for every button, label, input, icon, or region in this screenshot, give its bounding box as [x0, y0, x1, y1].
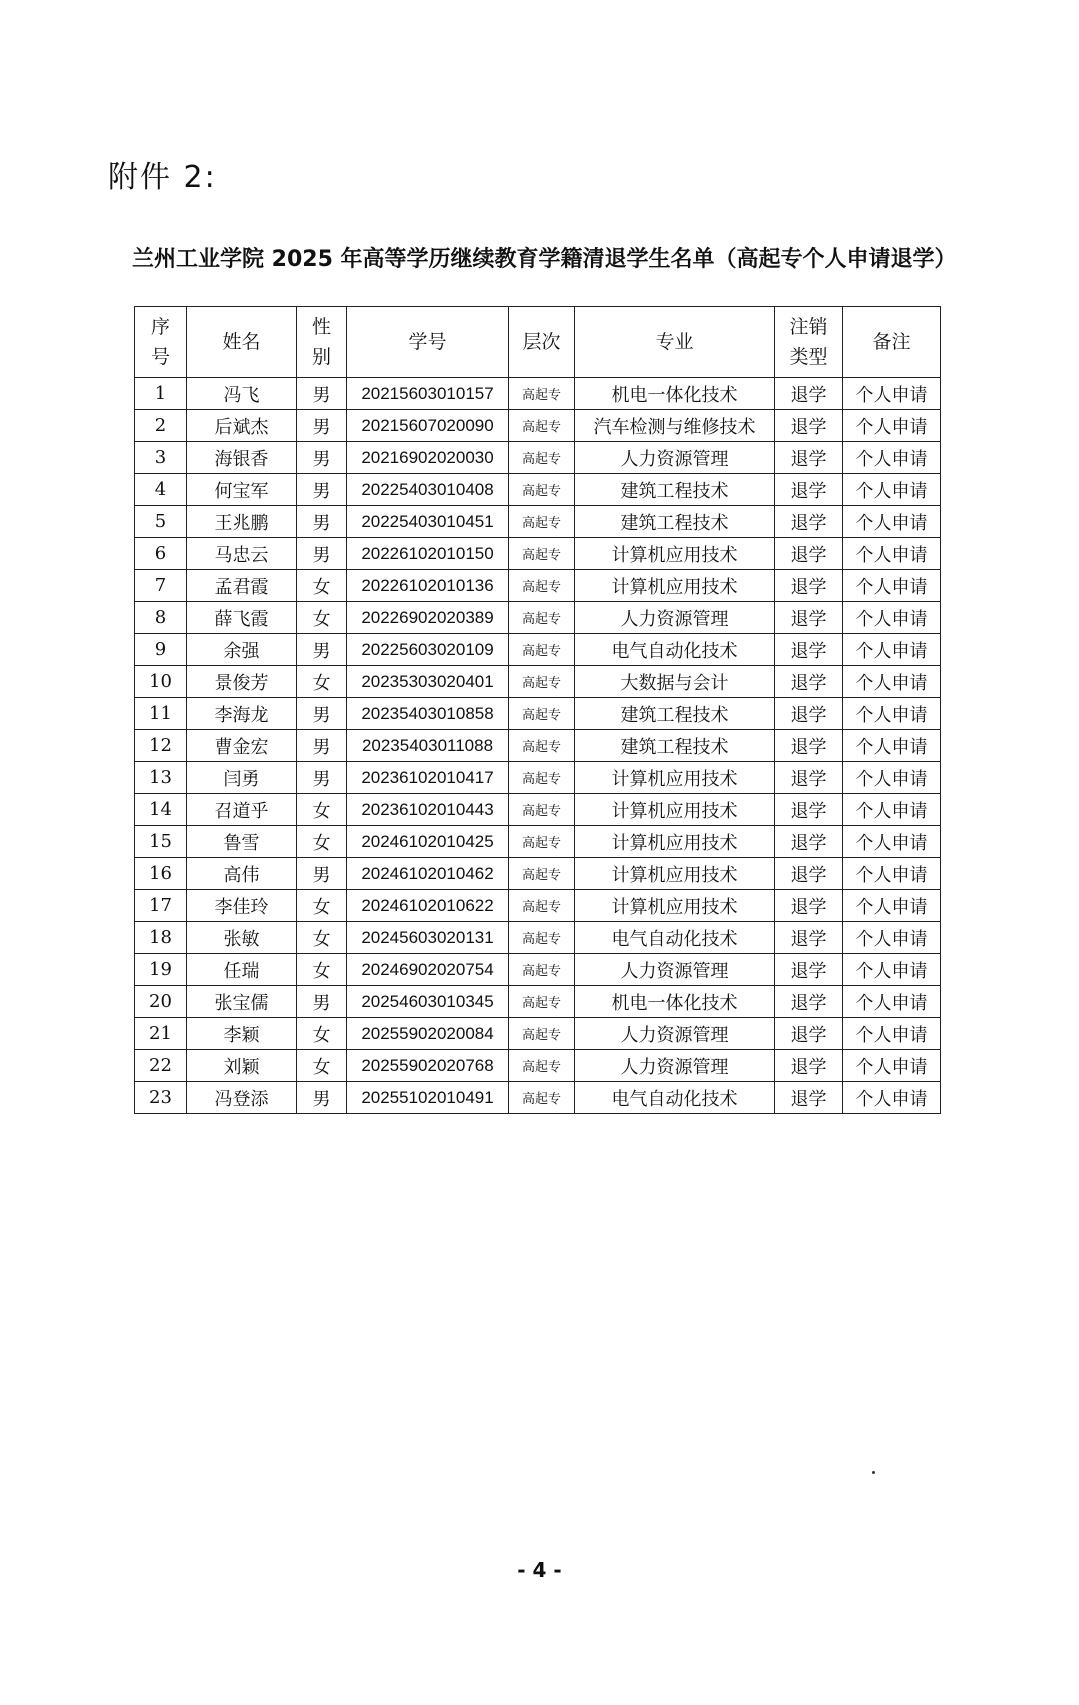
table-row: [135, 858, 941, 890]
header-gender: 性 别: [297, 307, 347, 378]
cell-gender: 男: [297, 698, 347, 730]
cell-student-id: 20215607020090: [347, 410, 509, 442]
cell-level: 高起专: [509, 794, 575, 826]
cell-index: 12: [135, 730, 187, 762]
cell-major: 计算机应用技术: [575, 762, 775, 794]
table-row: [135, 730, 941, 762]
cell-cancel-type: 退学: [775, 858, 843, 890]
cell-major: 电气自动化技术: [575, 922, 775, 954]
cell-gender: 男: [297, 986, 347, 1018]
cell-cancel-type: 退学: [775, 634, 843, 666]
cell-cancel-type: 退学: [775, 538, 843, 570]
cell-major: 计算机应用技术: [575, 794, 775, 826]
cell-gender: 男: [297, 858, 347, 890]
table-row: [135, 954, 941, 986]
cell-cancel-type: 退学: [775, 890, 843, 922]
cell-major: 建筑工程技术: [575, 698, 775, 730]
student-roster-table: [134, 306, 941, 1114]
cell-gender: 女: [297, 570, 347, 602]
cell-level: 高起专: [509, 602, 575, 634]
table-row: [135, 666, 941, 698]
cell-remark: 个人申请: [843, 762, 941, 794]
cell-index: 11: [135, 698, 187, 730]
cell-cancel-type: 退学: [775, 378, 843, 410]
cell-cancel-type: 退学: [775, 986, 843, 1018]
cell-cancel-type: 退学: [775, 730, 843, 762]
cell-level: 高起专: [509, 410, 575, 442]
cell-index: 5: [135, 506, 187, 538]
cell-gender: 女: [297, 666, 347, 698]
header-student-id: 学号: [347, 307, 509, 378]
cell-remark: 个人申请: [843, 794, 941, 826]
cell-level: 高起专: [509, 698, 575, 730]
cell-remark: 个人申请: [843, 954, 941, 986]
cell-major: 计算机应用技术: [575, 890, 775, 922]
cell-major: 机电一体化技术: [575, 986, 775, 1018]
header-level: 层次: [509, 307, 575, 378]
cell-gender: 男: [297, 538, 347, 570]
cell-major: 人力资源管理: [575, 1050, 775, 1082]
cell-index: 14: [135, 794, 187, 826]
cell-level: 高起专: [509, 538, 575, 570]
cell-remark: 个人申请: [843, 378, 941, 410]
cell-gender: 男: [297, 762, 347, 794]
cell-level: 高起专: [509, 570, 575, 602]
cell-major: 人力资源管理: [575, 1018, 775, 1050]
cell-level: 高起专: [509, 986, 575, 1018]
cell-index: 4: [135, 474, 187, 506]
table-row: [135, 826, 941, 858]
cell-index: 17: [135, 890, 187, 922]
table-row: [135, 474, 941, 506]
cell-index: 2: [135, 410, 187, 442]
cell-remark: 个人申请: [843, 634, 941, 666]
cell-cancel-type: 退学: [775, 506, 843, 538]
cell-student-id: 20236102010417: [347, 762, 509, 794]
cell-remark: 个人申请: [843, 890, 941, 922]
cell-major: 汽车检测与维修技术: [575, 410, 775, 442]
cell-major: 计算机应用技术: [575, 858, 775, 890]
cell-cancel-type: 退学: [775, 666, 843, 698]
cell-cancel-type: 退学: [775, 922, 843, 954]
cell-index: 7: [135, 570, 187, 602]
table-row: [135, 986, 941, 1018]
cell-index: 19: [135, 954, 187, 986]
cell-student-id: 20246102010425: [347, 826, 509, 858]
table-row: [135, 410, 941, 442]
attachment-label: 附件 2:: [108, 160, 217, 195]
cell-student-id: 20225603020109: [347, 634, 509, 666]
table-row: [135, 890, 941, 922]
cell-level: 高起专: [509, 730, 575, 762]
cell-level: 高起专: [509, 506, 575, 538]
cell-index: 15: [135, 826, 187, 858]
cell-student-id: 20225403010408: [347, 474, 509, 506]
cell-major: 建筑工程技术: [575, 474, 775, 506]
cell-gender: 女: [297, 1018, 347, 1050]
cell-index: 9: [135, 634, 187, 666]
cell-index: 1: [135, 378, 187, 410]
cell-name: 李佳玲: [187, 890, 297, 922]
header-remark: 备注: [843, 307, 941, 378]
cell-remark: 个人申请: [843, 1050, 941, 1082]
cell-level: 高起专: [509, 762, 575, 794]
table-row: [135, 922, 941, 954]
cell-cancel-type: 退学: [775, 442, 843, 474]
table-row: [135, 506, 941, 538]
cell-cancel-type: 退学: [775, 794, 843, 826]
cell-level: 高起专: [509, 1050, 575, 1082]
cell-cancel-type: 退学: [775, 762, 843, 794]
cell-index: 23: [135, 1082, 187, 1114]
cell-gender: 女: [297, 794, 347, 826]
cell-student-id: 20225403010451: [347, 506, 509, 538]
cell-student-id: 20254603010345: [347, 986, 509, 1018]
cell-index: 13: [135, 762, 187, 794]
cell-level: 高起专: [509, 1082, 575, 1114]
cell-cancel-type: 退学: [775, 698, 843, 730]
cell-cancel-type: 退学: [775, 410, 843, 442]
cell-student-id: 20246902020754: [347, 954, 509, 986]
cell-gender: 女: [297, 1050, 347, 1082]
cell-level: 高起专: [509, 634, 575, 666]
table-row: [135, 538, 941, 570]
cell-remark: 个人申请: [843, 1018, 941, 1050]
cell-index: 18: [135, 922, 187, 954]
header-index: 序 号: [135, 307, 187, 378]
cell-student-id: 20245603020131: [347, 922, 509, 954]
cell-gender: 女: [297, 922, 347, 954]
cell-cancel-type: 退学: [775, 826, 843, 858]
table-row: [135, 442, 941, 474]
cell-cancel-type: 退学: [775, 602, 843, 634]
cell-name: 何宝军: [187, 474, 297, 506]
cell-level: 高起专: [509, 826, 575, 858]
cell-remark: 个人申请: [843, 922, 941, 954]
cell-cancel-type: 退学: [775, 570, 843, 602]
cell-cancel-type: 退学: [775, 474, 843, 506]
header-major: 专业: [575, 307, 775, 378]
cell-student-id: 20226102010136: [347, 570, 509, 602]
cell-student-id: 20226102010150: [347, 538, 509, 570]
table-row: [135, 602, 941, 634]
cell-major: 建筑工程技术: [575, 730, 775, 762]
cell-remark: 个人申请: [843, 1082, 941, 1114]
cell-name: 余强: [187, 634, 297, 666]
cell-remark: 个人申请: [843, 538, 941, 570]
cell-major: 电气自动化技术: [575, 1082, 775, 1114]
cell-level: 高起专: [509, 474, 575, 506]
table-row: [135, 378, 941, 410]
cell-cancel-type: 退学: [775, 1018, 843, 1050]
table-row: [135, 1050, 941, 1082]
cell-student-id: 20246102010462: [347, 858, 509, 890]
cell-gender: 男: [297, 730, 347, 762]
cell-name: 任瑞: [187, 954, 297, 986]
cell-level: 高起专: [509, 1018, 575, 1050]
cell-gender: 男: [297, 410, 347, 442]
table-row: [135, 794, 941, 826]
cell-student-id: 20235403011088: [347, 730, 509, 762]
cell-remark: 个人申请: [843, 602, 941, 634]
cell-remark: 个人申请: [843, 570, 941, 602]
cell-name: 鲁雪: [187, 826, 297, 858]
cell-name: 高伟: [187, 858, 297, 890]
cell-name: 召道乎: [187, 794, 297, 826]
cell-level: 高起专: [509, 922, 575, 954]
cell-gender: 男: [297, 442, 347, 474]
cell-remark: 个人申请: [843, 442, 941, 474]
cell-major: 计算机应用技术: [575, 538, 775, 570]
cell-index: 16: [135, 858, 187, 890]
cell-gender: 男: [297, 634, 347, 666]
cell-remark: 个人申请: [843, 858, 941, 890]
cell-index: 6: [135, 538, 187, 570]
cell-gender: 女: [297, 890, 347, 922]
cell-name: 李海龙: [187, 698, 297, 730]
cell-name: 薛飞霞: [187, 602, 297, 634]
table-row: [135, 1082, 941, 1114]
cell-name: 张敏: [187, 922, 297, 954]
cell-name: 闫勇: [187, 762, 297, 794]
cell-name: 孟君霞: [187, 570, 297, 602]
cell-remark: 个人申请: [843, 730, 941, 762]
cell-name: 冯登添: [187, 1082, 297, 1114]
scan-speck: [872, 1471, 875, 1474]
cell-gender: 男: [297, 378, 347, 410]
cell-name: 海银香: [187, 442, 297, 474]
cell-major: 计算机应用技术: [575, 826, 775, 858]
cell-name: 曹金宏: [187, 730, 297, 762]
cell-cancel-type: 退学: [775, 1050, 843, 1082]
cell-major: 人力资源管理: [575, 442, 775, 474]
cell-cancel-type: 退学: [775, 1082, 843, 1114]
cell-gender: 女: [297, 602, 347, 634]
cell-student-id: 20246102010622: [347, 890, 509, 922]
header-name: 姓名: [187, 307, 297, 378]
cell-index: 8: [135, 602, 187, 634]
cell-student-id: 20216902020030: [347, 442, 509, 474]
cell-major: 人力资源管理: [575, 602, 775, 634]
cell-index: 21: [135, 1018, 187, 1050]
header-cancel-type: 注销 类型: [775, 307, 843, 378]
cell-index: 3: [135, 442, 187, 474]
cell-student-id: 20255902020768: [347, 1050, 509, 1082]
table-row: [135, 698, 941, 730]
cell-gender: 女: [297, 826, 347, 858]
cell-student-id: 20226902020389: [347, 602, 509, 634]
cell-remark: 个人申请: [843, 506, 941, 538]
cell-remark: 个人申请: [843, 474, 941, 506]
cell-major: 电气自动化技术: [575, 634, 775, 666]
cell-level: 高起专: [509, 378, 575, 410]
cell-student-id: 20236102010443: [347, 794, 509, 826]
page-number: - 4 -: [517, 1558, 562, 1582]
cell-student-id: 20255902020084: [347, 1018, 509, 1050]
cell-name: 李颖: [187, 1018, 297, 1050]
cell-major: 大数据与会计: [575, 666, 775, 698]
table-row: [135, 762, 941, 794]
cell-name: 景俊芳: [187, 666, 297, 698]
cell-remark: 个人申请: [843, 698, 941, 730]
cell-student-id: 20235303020401: [347, 666, 509, 698]
cell-name: 后斌杰: [187, 410, 297, 442]
cell-gender: 男: [297, 474, 347, 506]
cell-major: 计算机应用技术: [575, 570, 775, 602]
cell-index: 10: [135, 666, 187, 698]
cell-level: 高起专: [509, 666, 575, 698]
cell-major: 建筑工程技术: [575, 506, 775, 538]
cell-remark: 个人申请: [843, 826, 941, 858]
cell-name: 冯飞: [187, 378, 297, 410]
cell-remark: 个人申请: [843, 986, 941, 1018]
cell-name: 张宝儒: [187, 986, 297, 1018]
cell-gender: 男: [297, 1082, 347, 1114]
cell-gender: 女: [297, 954, 347, 986]
table-row: [135, 634, 941, 666]
table-row: [135, 1018, 941, 1050]
cell-level: 高起专: [509, 890, 575, 922]
cell-major: 人力资源管理: [575, 954, 775, 986]
cell-name: 王兆鹏: [187, 506, 297, 538]
cell-index: 22: [135, 1050, 187, 1082]
cell-student-id: 20215603010157: [347, 378, 509, 410]
cell-major: 机电一体化技术: [575, 378, 775, 410]
cell-level: 高起专: [509, 442, 575, 474]
cell-name: 马忠云: [187, 538, 297, 570]
cell-remark: 个人申请: [843, 666, 941, 698]
table-header-row: [135, 307, 941, 378]
cell-name: 刘颖: [187, 1050, 297, 1082]
cell-index: 20: [135, 986, 187, 1018]
cell-remark: 个人申请: [843, 410, 941, 442]
cell-cancel-type: 退学: [775, 954, 843, 986]
cell-level: 高起专: [509, 954, 575, 986]
cell-student-id: 20255102010491: [347, 1082, 509, 1114]
cell-student-id: 20235403010858: [347, 698, 509, 730]
cell-level: 高起专: [509, 858, 575, 890]
table-row: [135, 570, 941, 602]
document-title: 兰州工业学院 2025 年高等学历继续教育学籍清退学生名单（高起专个人申请退学）: [132, 247, 957, 272]
cell-gender: 男: [297, 506, 347, 538]
